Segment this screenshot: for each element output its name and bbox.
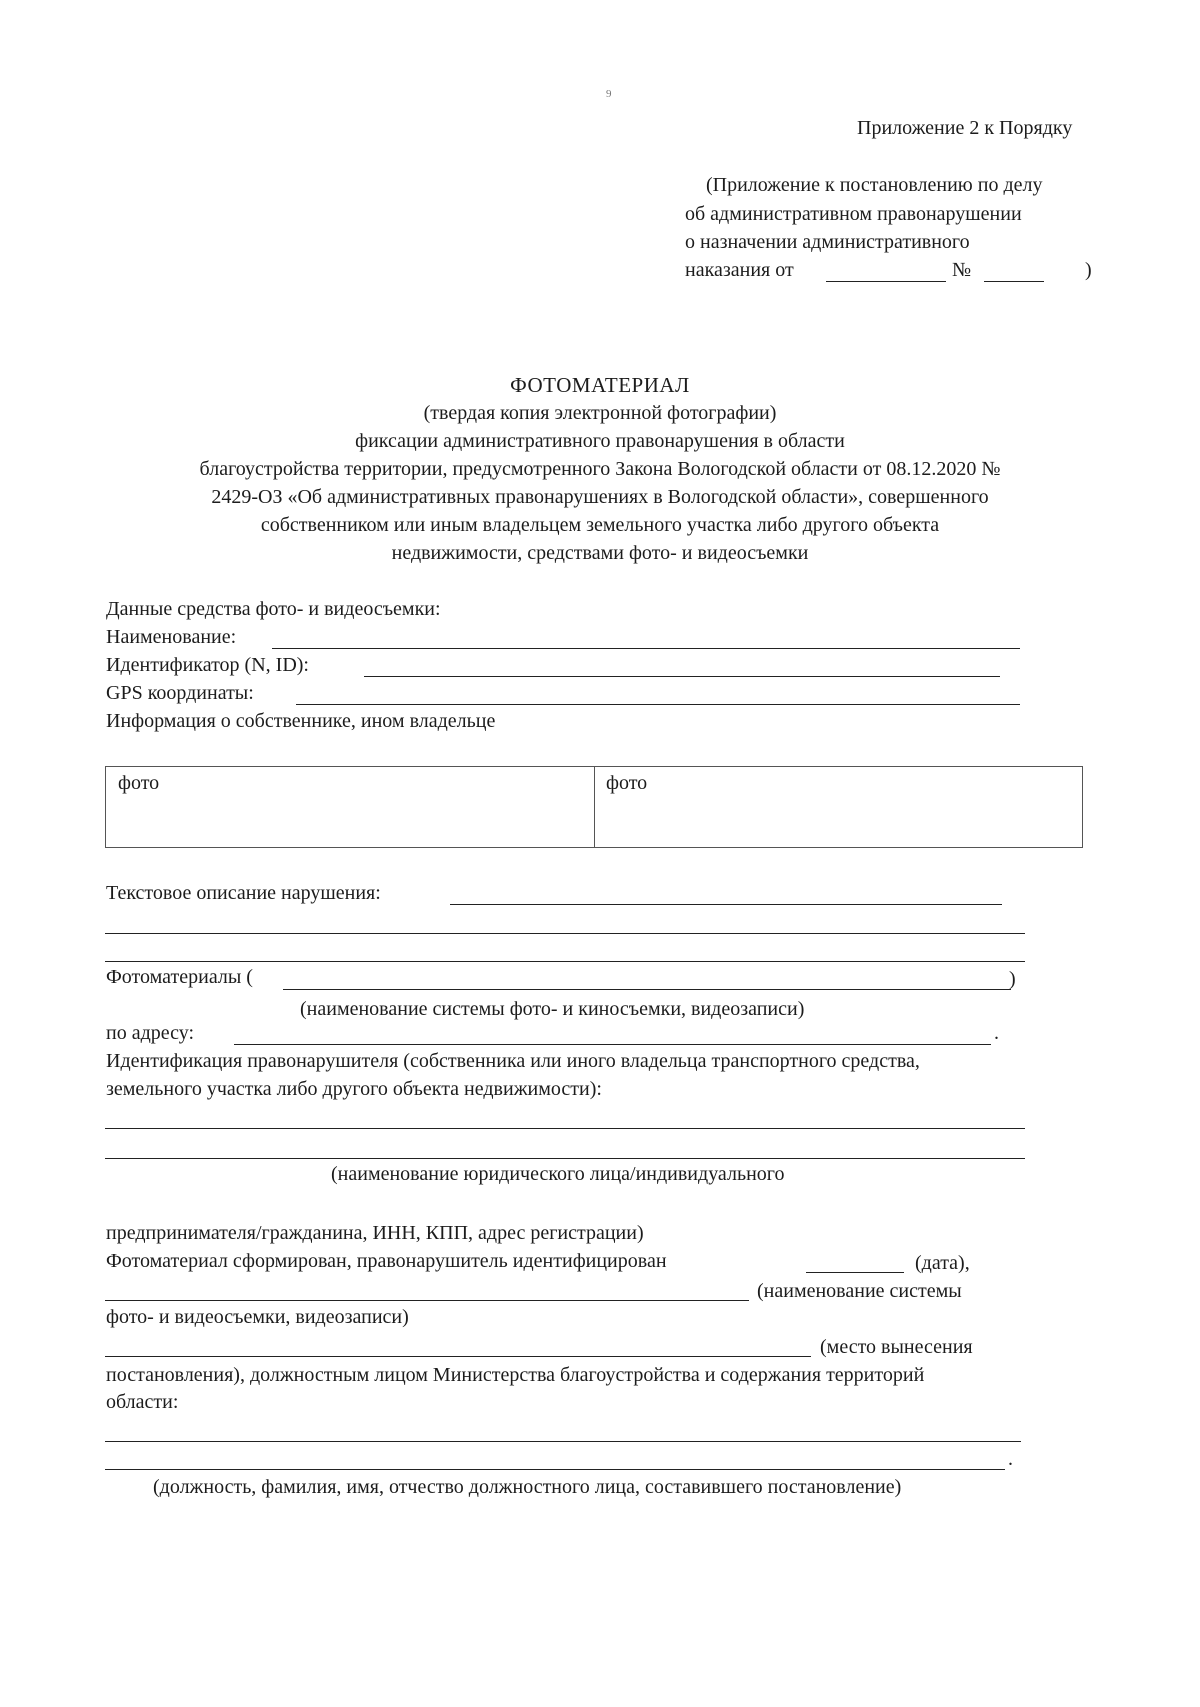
title-line-2: фиксации административного правонарушения в области [355, 430, 845, 452]
annex-line-2: об административном правонарушении [685, 203, 1022, 225]
formed-place-suffix: (место вынесения [820, 1336, 973, 1358]
official-line-end: . [1008, 1448, 1013, 1470]
title-line-3: благоустройства территории, предусмотренного Закона Вологодской области от 08.12.2020 № [199, 458, 1001, 480]
formed-system-suffix: (наименование системы [757, 1280, 962, 1302]
device-name-field[interactable] [272, 648, 1020, 649]
official-caption: (должность, фамилия, имя, отчество должностного лица, составившего постановление) [153, 1476, 902, 1498]
device-id-field[interactable] [364, 676, 1000, 677]
title-line-4: 2429-ОЗ «Об административных правонарушениях в Вологодской области», совершенного [211, 486, 989, 508]
official-field-1[interactable] [105, 1441, 1021, 1442]
photo-materials-label: Фотоматериалы ( [106, 966, 253, 988]
identification-field-2[interactable] [105, 1158, 1025, 1159]
formed-line-5: постановления), должностным лицом Министерства благоустройства и содержания территорий [106, 1364, 925, 1386]
formed-date-suffix: (дата), [915, 1252, 970, 1274]
photo-box-right [594, 766, 1083, 848]
address-end: . [994, 1022, 999, 1044]
appendix-label: Приложение 2 к Порядку [857, 117, 1073, 139]
formed-line-6: области: [106, 1391, 179, 1413]
photo-label-right: фото [606, 772, 648, 794]
gps-label: GPS координаты: [106, 682, 254, 704]
device-name-label: Наименование: [106, 626, 237, 648]
photo-label-left: фото [118, 772, 160, 794]
annex-date-blank[interactable] [826, 281, 946, 282]
annex-number-sign: № [952, 259, 972, 281]
title-line-6: недвижимости, средствами фото- и видеосъемки [391, 542, 809, 564]
system-caption: (наименование системы фото- и киносъемки, видеозаписи) [300, 998, 805, 1020]
device-id-label: Идентификатор (N, ID): [106, 654, 309, 676]
legal-caption: (наименование юридического лица/индивидуального [331, 1163, 785, 1185]
title-line-5: собственником или иным владельцем земельного участка либо другого объекта [260, 514, 940, 536]
identification-field-1[interactable] [105, 1128, 1025, 1129]
violation-description-line-2[interactable] [105, 933, 1025, 934]
page-number: 9 [606, 88, 612, 100]
annex-close-paren: ) [1085, 259, 1092, 281]
formed-place-field[interactable] [105, 1356, 811, 1357]
official-field-2[interactable] [105, 1469, 1005, 1470]
gps-field[interactable] [296, 704, 1020, 705]
formed-system-field[interactable] [105, 1300, 749, 1301]
document-title: ФОТОМАТЕРИАЛ [510, 373, 690, 397]
formed-line-1: Фотоматериал сформирован, правонарушитель идентифицирован [106, 1250, 667, 1272]
title-line-1: (твердая копия электронной фотографии) [423, 402, 777, 424]
identification-line-1: Идентификация правонарушителя (собственника или иного владельца транспортного средства, [106, 1050, 920, 1072]
legal-caption-cont: предпринимателя/гражданина, ИНН, КПП, адрес регистрации) [106, 1222, 644, 1244]
owner-info-label: Информация о собственнике, ином владельце [106, 710, 496, 732]
annex-line-1: (Приложение к постановлению по делу [706, 174, 1043, 196]
photo-materials-field[interactable] [283, 989, 1011, 990]
violation-description-field[interactable] [450, 904, 1002, 905]
address-field[interactable] [234, 1044, 991, 1045]
identification-line-2: земельного участка либо другого объекта недвижимости): [106, 1078, 602, 1100]
violation-description-label: Текстовое описание нарушения: [106, 882, 381, 904]
annex-line-4-prefix: наказания от [685, 259, 794, 281]
annex-line-3: о назначении административного [685, 231, 970, 253]
photo-box-left [105, 766, 595, 848]
photo-materials-close: ) [1009, 968, 1016, 990]
violation-description-line-3[interactable] [105, 961, 1025, 962]
formed-line-3: фото- и видеосъемки, видеозаписи) [106, 1306, 409, 1328]
annex-number-blank[interactable] [984, 281, 1044, 282]
device-heading: Данные средства фото- и видеосъемки: [106, 598, 441, 620]
formed-date-field[interactable] [806, 1272, 904, 1273]
address-label: по адресу: [106, 1022, 195, 1044]
